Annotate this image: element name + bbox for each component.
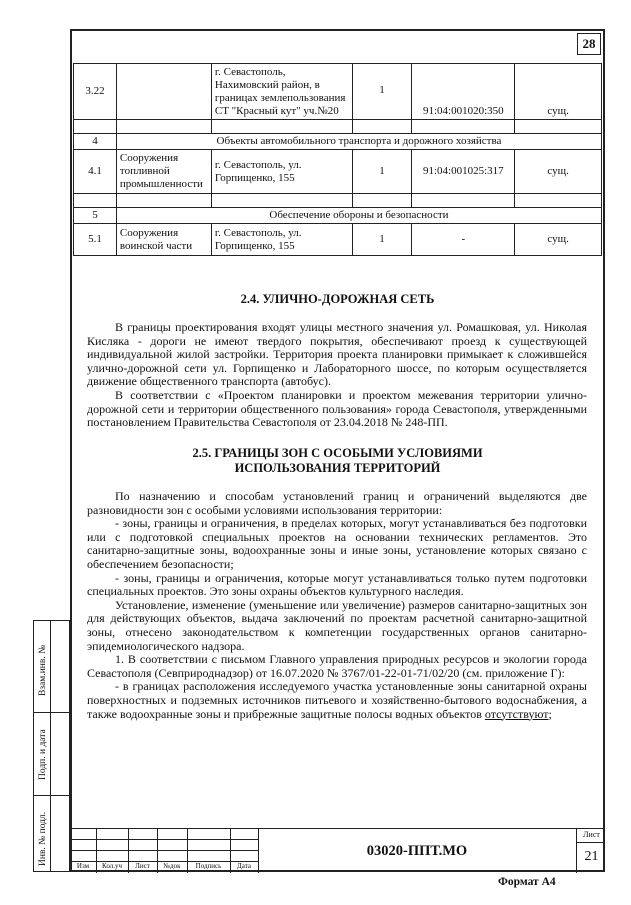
document-code: 03020-ППТ.МО (366, 843, 468, 859)
stamp-col-line (576, 829, 577, 873)
label-inv-orig: Инв. № подл. (38, 811, 48, 866)
stamp-label-sign: Подпись (195, 862, 222, 870)
table-group-row (74, 208, 602, 224)
cell-qty: 1 (352, 224, 412, 256)
cell-cadastre: - (412, 224, 515, 256)
cell-address: г. Севастополь, ул. Горпищенко, 155 (211, 224, 352, 256)
stamp-row-line (576, 842, 605, 843)
section-2-4-title: 2.4. УЛИЧНО-ДОРОЖНАЯ СЕТЬ (240, 292, 435, 306)
paragraph: Установление, изменение (уменьшение или увеличение) размеров санитарно-защитных зон для действующих объектов, выдача заключений по проектам расчетной санитарно-защитной зоны, отнесено законодательством к компетенции государственных органов санитарно-эпидемиологического надзора. (87, 597, 587, 653)
table-row (74, 224, 602, 256)
cell-address: г. Севастополь, ул. Горпищенко, 155 (211, 150, 352, 194)
paragraph (87, 680, 587, 721)
cell-name: Сооружения топливной промышленности (116, 150, 211, 194)
cell-num: 4.1 (74, 150, 117, 194)
side-strip-sep (33, 795, 70, 796)
cell-address: г. Севастополь, Нахимовский район, в границах землепользования СТ "Красный кут" уч.№20 (211, 64, 352, 120)
cell-num: 5.1 (74, 224, 117, 256)
format-label: Формат А4 (498, 876, 556, 888)
side-strip-sep (33, 712, 70, 713)
table-row (74, 64, 602, 120)
stamp-label-kol: Кол.уч (102, 862, 122, 870)
paragraph: 1. В соответствии с письмом Главного управления природных ресурсов и экологии города Севастополя (Севприроднадзор) от 16.07.2020 № 3767/01-22-01-71/02/20 (см. приложение Г): (87, 652, 587, 680)
objects-table (73, 63, 602, 256)
cell-status: сущ. (515, 150, 602, 194)
paragraph: - зоны, границы и ограничения, которые могут устанавливаться только путем подготовки специальных проектов. Это зоны охраны объектов культурного наследия. (87, 570, 587, 599)
top-page-number: 28 (577, 33, 601, 55)
group-title: Обеспечение обороны и безопасности (116, 208, 601, 224)
title-block (70, 828, 605, 873)
side-strip-divider (50, 620, 71, 872)
paragraph-text: - в границах расположения исследуемого участка установленные зоны санитарной охраны поверхностных и подземных источников питьевого и хозяйственно-бытового водоснабжения, а также водоохранные зоны и прибрежные защитные полосы водных объектов (87, 679, 587, 721)
cell-cadastre: 91:04:001020:350 (412, 64, 515, 120)
cell-qty: 1 (352, 64, 412, 120)
label-inv-sub: Взам.инв. № (38, 644, 48, 696)
paragraph-end: ; (548, 706, 552, 721)
sheet-label: Лист (583, 830, 600, 839)
paragraph: В границы проектирования входят улицы местного значения ул. Ромашковая, ул. Николая Кисляка - дороги не имеют твердого покрытия, обеспечивают проезд к существующей индивидуальной жилой застройки. Территория проекта планировки примыкает к сложившейся улично-дорожной сети ул. Горпищенко и Лабораторного шоссе, по которым осуществляется движение общественного транспорта (автобус). (87, 320, 587, 389)
table-group-row (74, 134, 602, 150)
cell-name (116, 64, 211, 120)
cell-status: сущ. (515, 64, 602, 120)
stamp-label-doc: №док (163, 862, 181, 870)
table-spacer-row (74, 120, 602, 134)
underlined-word: отсутствуют (484, 706, 549, 721)
group-num: 4 (74, 134, 117, 150)
cell-cadastre: 91:04:001025:317 (412, 150, 515, 194)
table-row (74, 150, 602, 194)
section-2-5-title-line2: ИСПОЛЬЗОВАНИЯ ТЕРРИТОРИЙ (234, 461, 441, 475)
cell-name: Сооружения воинской части (116, 224, 211, 256)
paragraph: - зоны, границы и ограничения, в пределах которых, могут устанавливаться без подготовки или с подготовкой специальных проектов на основании технических регламентов. Это санитарно-защитные зоны, водоохранные зоны и иные зоны, установление которых связано с обеспечением безопасности; (87, 516, 587, 571)
paragraph: По назначению и способам установлений границ и ограничений выделяются две разновидности зон с особыми условиями использования территории: (87, 489, 587, 517)
label-sign-date: Подп. и дата (38, 729, 48, 780)
cell-status: сущ. (515, 224, 602, 256)
stamp-label-izm: Изм (76, 862, 90, 870)
section-2-5-title-line1: 2.5. ГРАНИЦЫ ЗОН С ОСОБЫМИ УСЛОВИЯМИ (192, 446, 483, 460)
paragraph: В соответствии с «Проектом планировки и проектом межевания территории улично-дорожной сети и территории общественного пользования» города Севастополя, утвержденными постановлением Правительства Севастополя от 23.04.2018 № 248-ПП. (87, 387, 587, 430)
group-num: 5 (74, 208, 117, 224)
section-2-4-text (87, 321, 587, 430)
cell-num: 3.22 (74, 64, 117, 120)
section-2-5-text (87, 490, 587, 721)
sheet-number: 21 (584, 849, 599, 864)
table-spacer-row (74, 194, 602, 208)
cell-qty: 1 (352, 150, 412, 194)
stamp-label-date: Дата (237, 862, 251, 870)
group-title: Объекты автомобильного транспорта и дорожного хозяйства (116, 134, 601, 150)
stamp-label-list: Лист (135, 862, 150, 870)
